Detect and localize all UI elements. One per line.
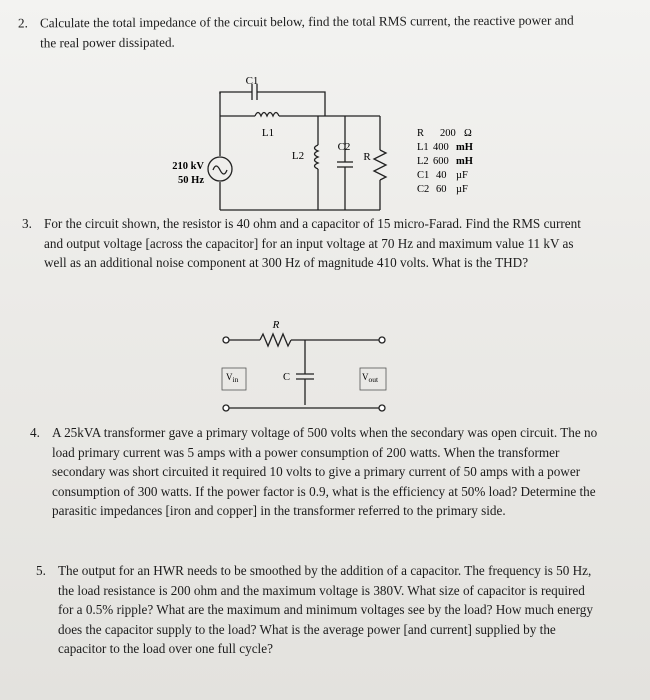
l1-label: L1 bbox=[261, 127, 275, 139]
question-number: 5. bbox=[36, 563, 46, 578]
question-text: For the circuit shown, the resistor is 40 ohm and a capacitor of 15 micro-Farad. Find the RMS current and output voltage [across the capacitor] for an input voltage at 70 Hz and maximum value 11 kV as well as an additional noise component at 300 Hz of magnitude 410 volts. What is the THD? bbox=[44, 216, 581, 270]
question-4 bbox=[30, 423, 600, 521]
question-3 bbox=[22, 214, 590, 273]
r-label: R bbox=[363, 151, 371, 163]
l2-label: L2 bbox=[291, 150, 305, 162]
svg-text:C2: C2 bbox=[417, 184, 430, 195]
vout-label: $V_{out}$ bbox=[362, 372, 379, 384]
svg-text:R: R bbox=[417, 128, 425, 139]
svg-text:mH: mH bbox=[456, 142, 473, 153]
question-text: Calculate the total impedance of the circuit below, find the total RMS current, the reactive power and the real power dissipated. bbox=[39, 12, 574, 50]
svg-text:L2: L2 bbox=[417, 156, 429, 167]
c2-label: C2 bbox=[337, 141, 351, 153]
svg-text:400: 400 bbox=[433, 142, 449, 153]
question-2 bbox=[18, 11, 578, 53]
question-number: 3. bbox=[22, 216, 32, 231]
svg-text:mH: mH bbox=[456, 156, 473, 167]
circuit-diagram-q3 bbox=[210, 312, 410, 417]
source-voltage-label: 210 kV bbox=[172, 161, 204, 172]
question-5 bbox=[36, 561, 602, 659]
svg-text:60: 60 bbox=[436, 184, 447, 195]
capacitor-label: C bbox=[282, 372, 290, 383]
c1-label: C1 bbox=[245, 75, 259, 87]
question-text: The output for an HWR needs to be smoothed by the addition of a capacitor. The frequency is 50 Hz, the load resistance is 200 ohm and the maximum voltage is 380V. What size of capacitor is required for a 0.5% ripple? What are the maximum and minimum voltages see by the load? How much energy does the capacitor supply to the load? What is the average power [and current] supplied by the capacitor to the load over one full cycle? bbox=[58, 563, 593, 656]
circuit-diagram-q2 bbox=[150, 70, 510, 220]
source-frequency-label: 50 Hz bbox=[178, 175, 204, 186]
svg-text:200: 200 bbox=[440, 128, 456, 139]
svg-text:L1: L1 bbox=[417, 142, 429, 153]
svg-text:µF: µF bbox=[456, 170, 468, 181]
svg-text:600: 600 bbox=[433, 156, 449, 167]
question-text: A 25kVA transformer gave a primary voltage of 500 volts when the secondary was open circuit. The no load primary current was 5 amps with a power consumption of 200 watts. When the transformer secondary was short circuited it required 10 volts to give a primary current of 50 amps with a power consumption of 300 watts. If the power factor is 0.9, what is the efficiency at 50% load? Determine the parasitic impedances [iron and copper] in the transformer referred to the primary side. bbox=[52, 425, 598, 518]
component-values bbox=[417, 128, 473, 195]
resistor-label: R bbox=[272, 319, 280, 331]
question-number: 4. bbox=[30, 425, 40, 440]
svg-text:µF: µF bbox=[456, 184, 468, 195]
question-number: 2. bbox=[17, 15, 28, 31]
vin-label: $V_{in}$ bbox=[226, 372, 239, 384]
svg-text:C1: C1 bbox=[417, 170, 430, 181]
svg-text:40: 40 bbox=[436, 170, 447, 181]
svg-text:Ω: Ω bbox=[464, 128, 472, 139]
